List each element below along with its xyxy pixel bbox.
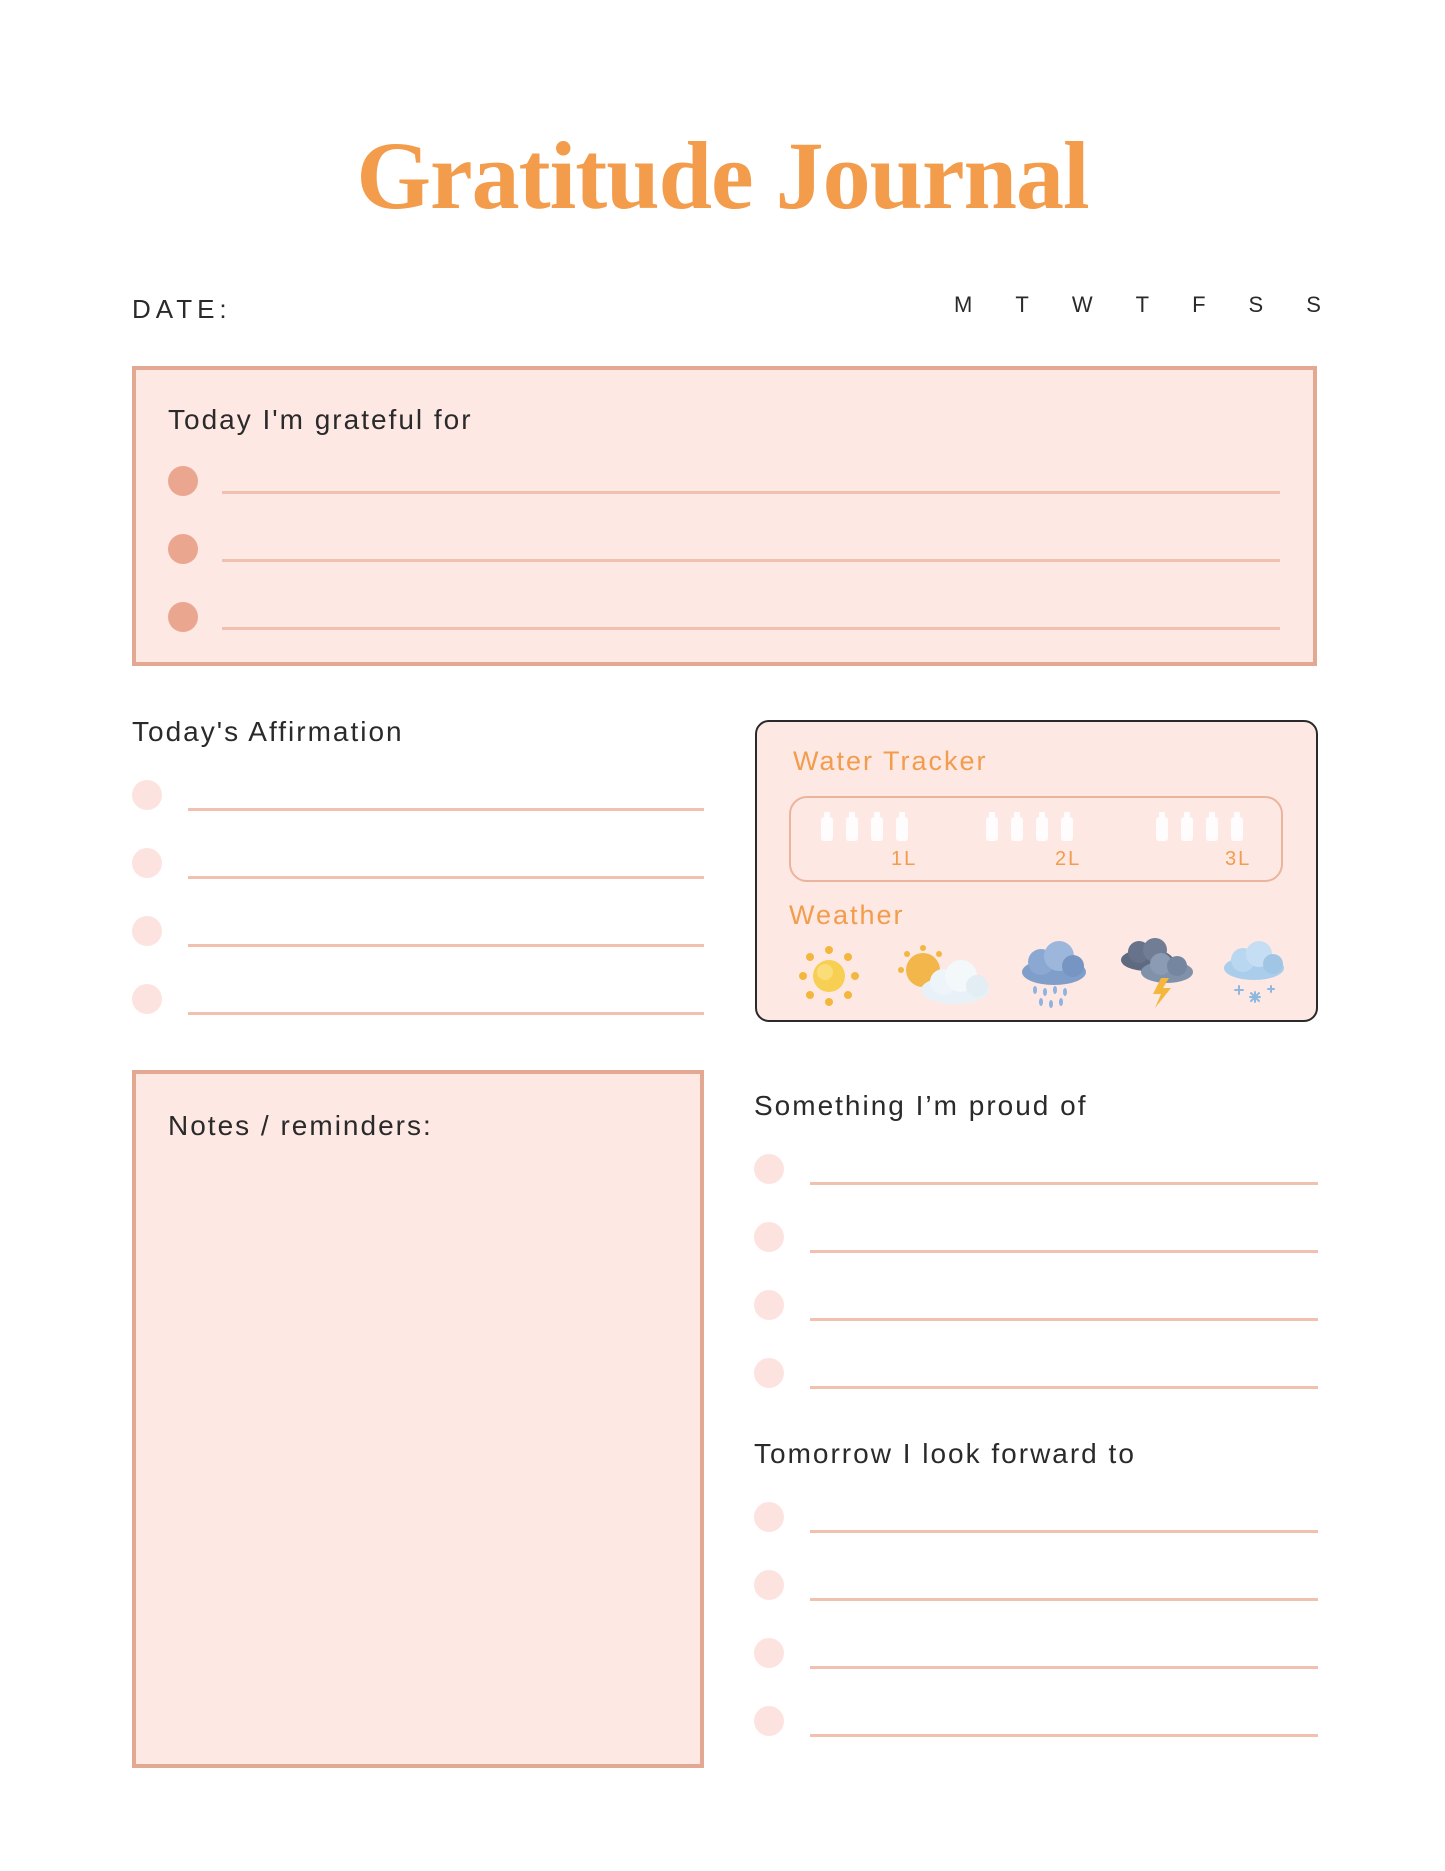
sun-icon[interactable] xyxy=(797,944,861,1008)
marker-2l: 2L xyxy=(1055,848,1082,870)
proud-line-4[interactable] xyxy=(754,1358,1318,1388)
writing-line xyxy=(222,491,1280,494)
writing-line xyxy=(810,1182,1318,1185)
weekday-tue[interactable]: T xyxy=(1015,292,1030,317)
proud-line-3[interactable] xyxy=(754,1290,1318,1320)
affirmation-line-3[interactable] xyxy=(132,916,704,946)
bullet-dot xyxy=(754,1358,784,1388)
tomorrow-line-4[interactable] xyxy=(754,1706,1318,1736)
writing-line xyxy=(222,627,1280,630)
bullet-dot xyxy=(754,1570,784,1600)
bottle-icon[interactable] xyxy=(1181,812,1193,841)
marker-3l: 3L xyxy=(1225,848,1252,870)
page-title: Gratitude Journal xyxy=(356,122,1089,229)
grateful-line-3[interactable] xyxy=(168,602,1288,632)
weekday-sat[interactable]: S xyxy=(1248,292,1265,317)
writing-line xyxy=(810,1598,1318,1601)
bottle-icon[interactable] xyxy=(1231,812,1243,841)
writing-line xyxy=(188,1012,704,1015)
bottle-icon[interactable] xyxy=(871,812,883,841)
grateful-panel xyxy=(132,366,1317,666)
bullet-dot xyxy=(132,780,162,810)
weekday-thu[interactable]: T xyxy=(1135,292,1151,317)
affirmation-heading: Today's Affirmation xyxy=(132,716,404,747)
bullet-dot xyxy=(754,1706,784,1736)
tracker-card xyxy=(755,720,1318,1022)
bottle-icon[interactable] xyxy=(1011,812,1023,841)
bullet-dot xyxy=(168,602,198,632)
grateful-line-1[interactable] xyxy=(168,466,1288,496)
weekday-mon[interactable]: M xyxy=(954,292,974,317)
writing-line xyxy=(810,1530,1318,1533)
tomorrow-line-1[interactable] xyxy=(754,1502,1318,1532)
snow-icon[interactable] xyxy=(1219,940,1289,1010)
affirmation-line-1[interactable] xyxy=(132,780,704,810)
writing-line xyxy=(810,1734,1318,1737)
bullet-dot xyxy=(754,1638,784,1668)
notes-panel[interactable] xyxy=(132,1070,704,1768)
tomorrow-line-3[interactable] xyxy=(754,1638,1318,1668)
proud-line-1[interactable] xyxy=(754,1154,1318,1184)
water-tracker-box xyxy=(789,796,1283,882)
bottle-icon[interactable] xyxy=(1036,812,1048,841)
bullet-dot xyxy=(754,1290,784,1320)
affirmation-line-4[interactable] xyxy=(132,984,704,1014)
grateful-heading: Today I'm grateful for xyxy=(168,404,473,435)
bottle-icon[interactable] xyxy=(896,812,908,841)
bullet-dot xyxy=(132,848,162,878)
tomorrow-line-2[interactable] xyxy=(754,1570,1318,1600)
date-label: DATE: xyxy=(132,294,232,324)
bullet-dot xyxy=(132,916,162,946)
partly-cloudy-icon[interactable] xyxy=(893,942,993,1008)
proud-heading: Something I’m proud of xyxy=(754,1090,1088,1121)
writing-line xyxy=(188,808,704,811)
bottle-icon[interactable] xyxy=(986,812,998,841)
writing-line xyxy=(188,944,704,947)
weekday-selector xyxy=(954,292,1322,318)
bullet-dot xyxy=(754,1502,784,1532)
proud-line-2[interactable] xyxy=(754,1222,1318,1252)
water-tracker-heading: Water Tracker xyxy=(793,746,988,776)
marker-1l: 1L xyxy=(891,848,918,870)
writing-line xyxy=(810,1386,1318,1389)
bullet-dot xyxy=(754,1222,784,1252)
bottle-icon[interactable] xyxy=(1156,812,1168,841)
writing-line xyxy=(222,559,1280,562)
writing-line xyxy=(810,1318,1318,1321)
notes-heading: Notes / reminders: xyxy=(168,1110,433,1141)
bottle-icon[interactable] xyxy=(1206,812,1218,841)
weekday-fri[interactable]: F xyxy=(1192,292,1207,317)
writing-line xyxy=(810,1250,1318,1253)
bottle-icon[interactable] xyxy=(821,812,833,841)
bullet-dot xyxy=(168,466,198,496)
rain-icon[interactable] xyxy=(1017,938,1091,1012)
weekday-sun[interactable]: S xyxy=(1306,292,1322,317)
bullet-dot xyxy=(168,534,198,564)
tomorrow-heading: Tomorrow I look forward to xyxy=(754,1438,1136,1469)
bottle-icon[interactable] xyxy=(1061,812,1073,841)
water-bottles xyxy=(791,798,1281,880)
bullet-dot xyxy=(754,1154,784,1184)
thunderstorm-icon[interactable] xyxy=(1117,938,1197,1010)
grateful-line-2[interactable] xyxy=(168,534,1288,564)
weather-heading: Weather xyxy=(789,900,905,930)
affirmation-line-2[interactable] xyxy=(132,848,704,878)
writing-line xyxy=(810,1666,1318,1669)
bottle-icon[interactable] xyxy=(846,812,858,841)
weekday-wed[interactable]: W xyxy=(1071,292,1094,317)
writing-line xyxy=(188,876,704,879)
bullet-dot xyxy=(132,984,162,1014)
